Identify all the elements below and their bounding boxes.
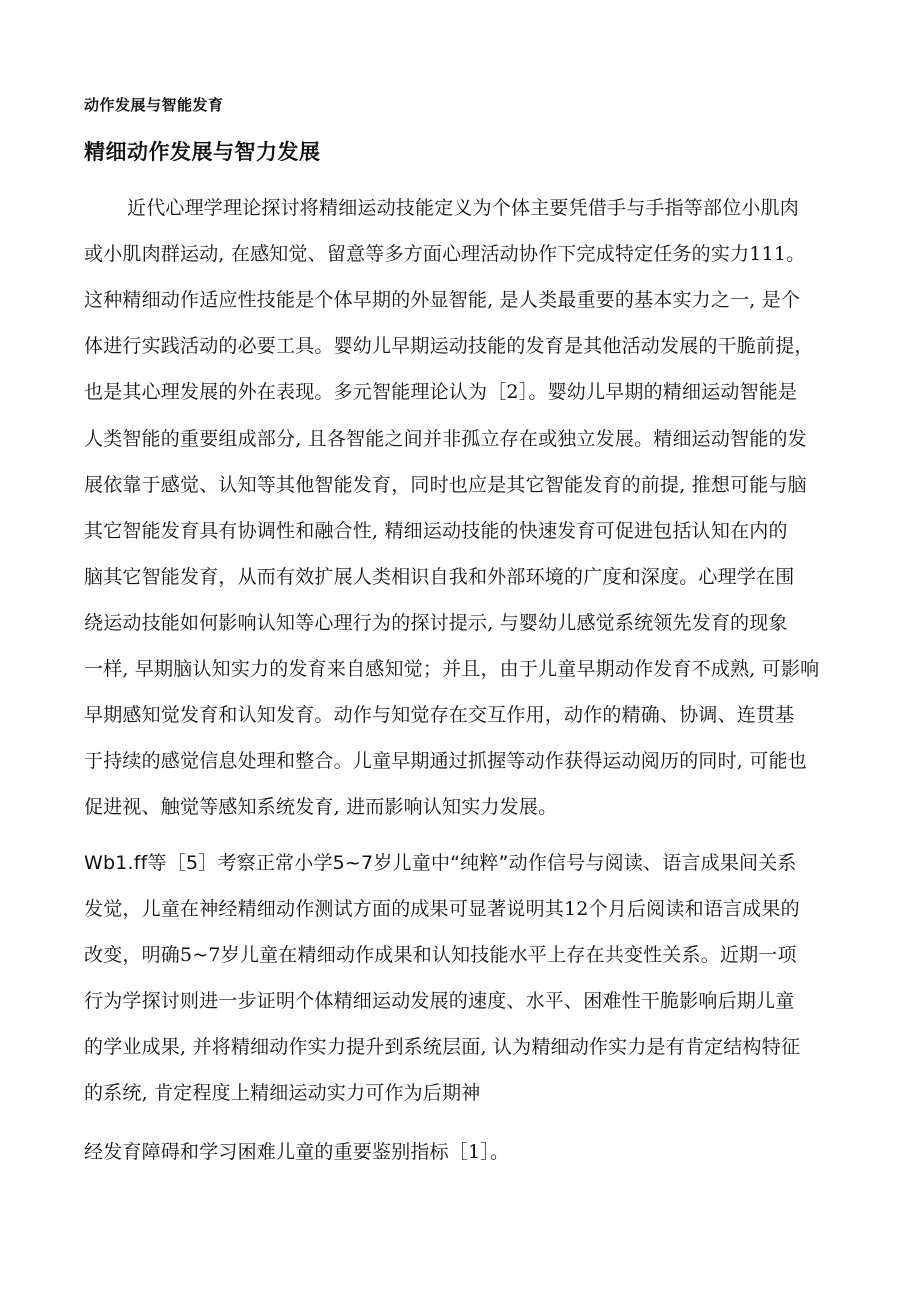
text-line: 脑其它智能发育，从而有效扩展人类相识自我和外部环境的广度和深度。心理学在围 [84, 566, 795, 588]
section-title: 精细动作发展与智力发展 [84, 140, 321, 164]
text-line: 发觉，儿童在神经精细动作测试方面的成果可显著说明其12个月后阅读和语言成果的 [84, 898, 800, 920]
text-line: 或小肌肉群运动, 在感知觉、留意等多方面心理活动协作下完成特定任务的实力111。 [84, 243, 806, 265]
text-line: 行为学探讨则进一步证明个体精细运动发展的速度、水平、困难性干脆影响后期儿童 [84, 990, 795, 1012]
text-line: 其它智能发育具有协调性和融合性, 精细运动技能的快速发育可促进包括认知在内的 [84, 520, 788, 542]
text-line: 于持续的感觉信息处理和整合。儿童早期通过抓握等动作获得运动阅历的同时, 可能也 [84, 750, 807, 772]
text-line: 改变，明确5~7岁儿童在精细动作成果和认知技能水平上存在共变性关系。近期一项 [84, 944, 797, 966]
text-line: Wb1.ff等［5］考察正常小学5~7岁儿童中“纯粹”动作信号与阅读、语言成果间关系 [84, 852, 797, 874]
text-line: 近代心理学理论探讨将精细运动技能定义为个体主要凭借手与手指等部位小肌肉 [127, 197, 800, 219]
text-line: 展依靠于感觉、认知等其他智能发育，同时也应是其它智能发育的前提, 推想可能与脑 [84, 474, 807, 496]
text-line: 也是其心理发展的外在表现。多元智能理论认为［2］。婴幼儿早期的精细运动智能是 [84, 381, 798, 403]
text-line: 早期感知觉发育和认知发育。动作与知觉存在交互作用，动作的精确、协调、连贯基 [84, 704, 795, 726]
text-line: 的学业成果, 并将精细动作实力提升到系统层面, 认为精细动作实力是有肯定结构特征 [84, 1036, 801, 1058]
running-title: 动作发展与智能发育 [84, 96, 224, 114]
text-line: 一样, 早期脑认知实力的发育来自感知觉；并且，由于儿童早期动作发育不成熟, 可影响 [84, 658, 820, 680]
text-line: 这种精细动作适应性技能是个体早期的外显智能, 是人类最重要的基本实力之一, 是个 [84, 289, 801, 311]
text-line: 绕运动技能如何影响认知等心理行为的探讨提示, 与婴幼儿感觉系统领先发育的现象 [84, 612, 788, 634]
text-line: 人类智能的重要组成部分, 且各智能之间并非孤立存在或独立发展。精细运动智能的发 [84, 428, 807, 450]
text-line: 体进行实践活动的必要工具。婴幼儿早期运动技能的发育是其他活动发展的干脆前提， [84, 335, 814, 357]
text-line: 的系统, 肯定程度上精细运动实力可作为后期神 [84, 1082, 481, 1104]
text-line: 经发育障碍和学习困难儿童的重要鉴别指标［1］。 [84, 1141, 510, 1163]
text-line: 促进视、触觉等感知系统发育, 进而影响认知实力发展。 [84, 796, 558, 818]
